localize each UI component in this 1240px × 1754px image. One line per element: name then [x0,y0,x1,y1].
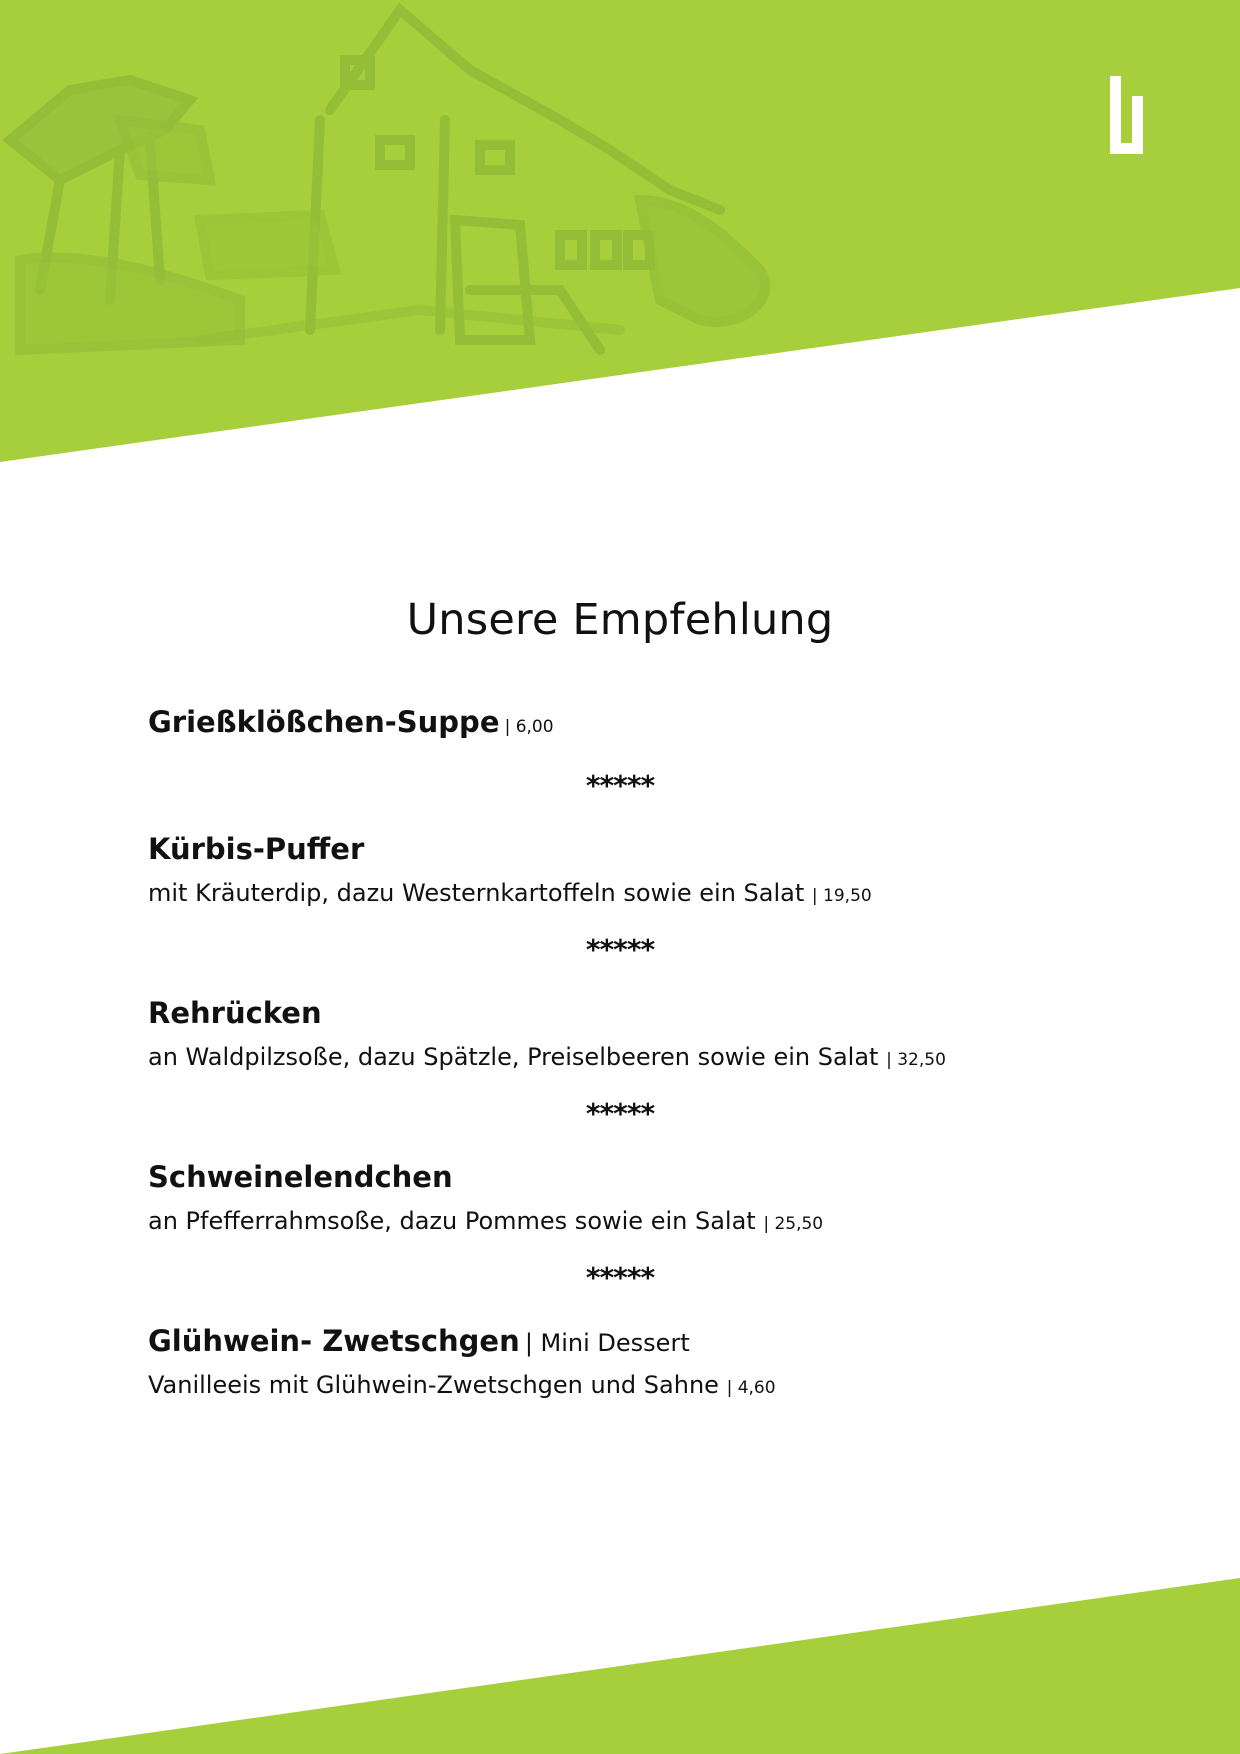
dish-price: | 19,50 [811,886,872,906]
dish-name: Kürbis-Puffer [148,832,365,866]
dish-name: Schweinelendchen [148,1160,453,1194]
dish-price: | 6,00 [504,717,554,737]
page-title: Unsere Empfehlung [406,594,834,645]
dish-description: an Waldpilzsoße, dazu Spätzle, Preiselbeeren sowie ein Salat [148,1043,879,1071]
footer-banner [0,1570,1240,1754]
dish-description: mit Kräuterdip, dazu Westernkartoffeln sowie ein Salat [148,879,805,907]
dish-description: an Pfefferrahmsoße, dazu Pommes sowie ein Salat [148,1207,756,1235]
separator: ***** [585,933,655,966]
separator: ***** [585,769,655,802]
menu-item [148,1155,1128,1241]
menu-item [148,827,1128,913]
dish-price: | 4,60 [726,1378,776,1398]
dish-name: Grießklößchen-Suppe [148,705,500,739]
separator: ***** [585,1261,655,1294]
separator: ***** [585,1097,655,1130]
restaurant-logo-icon [1110,76,1148,154]
dish-price: | 25,50 [763,1214,824,1234]
menu-item [148,991,1128,1077]
header-banner [0,0,1240,470]
dish-name: Rehrücken [148,996,322,1030]
dish-name: Glühwein- Zwetschgen [148,1324,520,1358]
menu-list [148,700,1128,1405]
dish-description: Vanilleeis mit Glühwein-Zwetschgen und Sahne [148,1371,719,1399]
dish-note: | Mini Dessert [524,1329,690,1357]
menu-item [148,700,1128,749]
menu-item [148,1319,1128,1405]
dish-price: | 32,50 [886,1050,946,1070]
